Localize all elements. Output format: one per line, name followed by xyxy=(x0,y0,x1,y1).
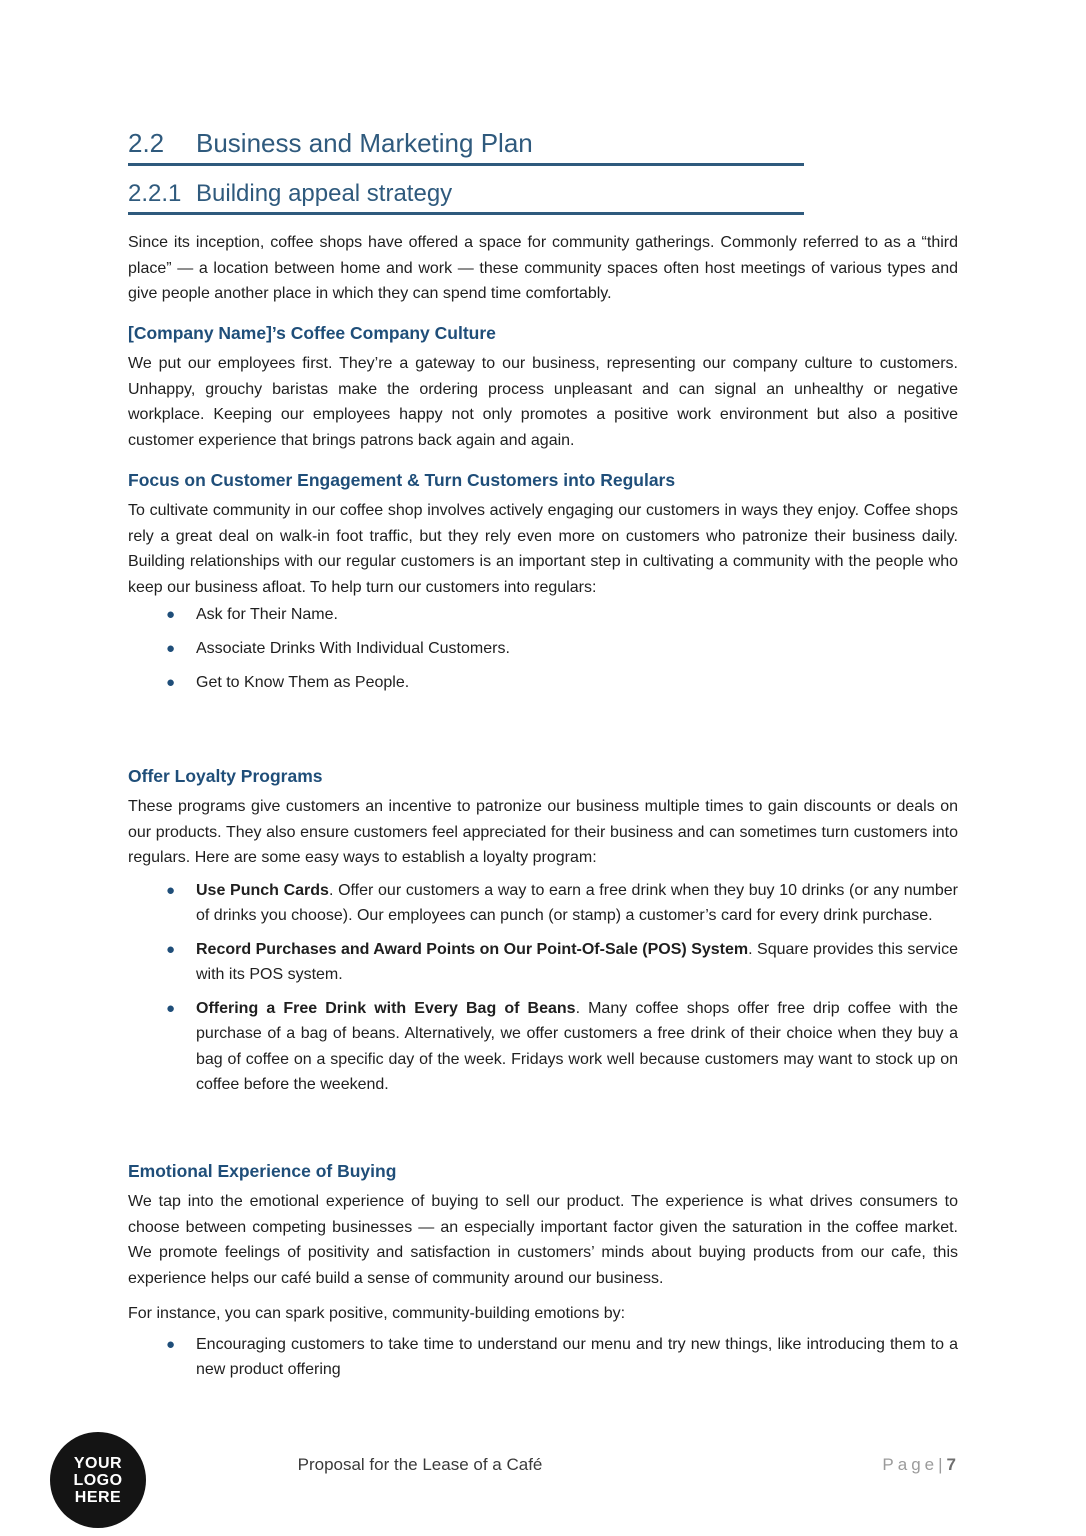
intro-paragraph: Since its inception, coffee shops have offered a space for community gatherings. Commonly referred to as a “third place” — a location between home and work — these community spaces often host meetings of various types and give people another place in which they can spend time comfortably. xyxy=(128,234,958,302)
page-label: Page xyxy=(882,1455,939,1474)
customer-engagement-paragraph: To cultivate community in our coffee shop involves actively engaging our customers in ways they enjoy. Coffee shops rely a great deal on walk-in foot traffic, but they rely even more on customers who patronize their business daily. Building relationships with our regular customers is an important step in cultivating a community with the people who keep our business afloat. To help turn our customers into regulars: xyxy=(128,502,958,596)
list-item xyxy=(128,937,958,988)
bullet-icon: ● xyxy=(166,1335,176,1353)
for-instance-paragraph: For instance, you can spark positive, community-building emotions by: xyxy=(128,1305,626,1322)
list-item-text: . Square provides this service with its POS system. xyxy=(196,940,958,983)
list-item xyxy=(128,602,958,628)
heading-title: Building appeal strategy xyxy=(196,180,453,207)
page-footer xyxy=(0,1430,1086,1536)
list-item xyxy=(128,878,958,929)
engagement-bullet-list xyxy=(128,602,958,696)
section-company-culture xyxy=(128,322,958,453)
heading-2-2 xyxy=(128,128,958,159)
list-item xyxy=(128,670,958,696)
footer-document-title: Proposal for the Lease of a Café xyxy=(297,1455,543,1474)
heading-rule xyxy=(128,212,804,215)
page-separator: | xyxy=(938,1455,947,1474)
company-culture-paragraph: We put our employees first. They’re a gateway to our business, representing our company culture to customers. Unhappy, grouchy baristas make the ordering process unpleasant and can signal an unhealthy or negative workplace. Keeping our employees happy not only promotes a positive work environment but also a positive customer experience that brings patrons back again and again. xyxy=(128,355,958,449)
bullet-icon: ● xyxy=(166,674,176,691)
subheading-customer-engagement: Focus on Customer Engagement & Turn Customers into Regulars xyxy=(128,470,676,490)
loyalty-bullet-list xyxy=(128,878,958,1098)
list-item-text: Associate Drinks With Individual Customers. xyxy=(196,640,510,657)
loyalty-programs-paragraph: These programs give customers an incentive to patronize our business multiple times to gain discounts or deals on our products. They also ensure customers feel appreciated for their business and can sometimes turn customers into regulars. Here are some easy ways to establish a loyalty program: xyxy=(128,798,958,866)
list-item-text: . Offer our customers a way to earn a free drink when they buy 10 drinks (or any number of drinks you choose). Our employees can punch (or stamp) a customer’s card for every drink purchase. xyxy=(196,881,959,924)
logo-text-line: HERE xyxy=(74,1488,122,1506)
list-item-lead: Offering a Free Drink with Every Bag of Beans xyxy=(196,999,576,1017)
footer-page-number xyxy=(882,1455,956,1475)
heading-number: 2.2 xyxy=(128,128,165,158)
bullet-icon: ● xyxy=(166,606,176,623)
list-item-lead: Record Purchases and Award Points on Our Point-Of-Sale (POS) System xyxy=(196,940,749,958)
emotional-bullet-list xyxy=(128,1332,958,1383)
emotional-experience-paragraph: We tap into the emotional experience of buying to sell our product. The experience is what drives consumers to choose between competing businesses — an especially important factor given the saturation in the coffee market. We promote feelings of positivity and satisfaction in customers’ minds about buying products from our cafe, this experience helps our café build a sense of community around our business. xyxy=(128,1193,958,1287)
section-emotional-experience xyxy=(128,1160,958,1391)
heading-title: Business and Marketing Plan xyxy=(196,128,533,158)
list-item-text: Get to Know Them as People. xyxy=(196,674,410,691)
list-item xyxy=(128,1332,958,1383)
placeholder-logo xyxy=(50,1432,146,1528)
section-customer-engagement xyxy=(128,469,958,704)
bullet-icon: ● xyxy=(166,940,176,958)
list-item-text: Ask for Their Name. xyxy=(196,606,338,623)
heading-rule xyxy=(128,163,804,166)
heading-2-2-1 xyxy=(128,179,958,208)
subheading-loyalty-programs: Offer Loyalty Programs xyxy=(128,766,323,786)
section-loyalty-programs xyxy=(128,765,958,1106)
list-item-lead: Use Punch Cards xyxy=(196,881,329,899)
list-item-text: . Many coffee shops offer free drip coffee with the purchase of a bag of beans. Alternatively, we offer customers a free drink of their choice when they buy a bag of coffee on a specific day of the week. Fridays work well because customers may want to stock up on coffee before the weekend. xyxy=(196,999,958,1093)
section-business-marketing-plan xyxy=(128,128,958,307)
heading-number: 2.2.1 xyxy=(128,180,182,207)
page-number-value: 7 xyxy=(946,1455,956,1474)
list-item xyxy=(128,636,958,662)
subheading-company-culture: [Company Name]’s Coffee Company Culture xyxy=(128,323,496,343)
bullet-icon: ● xyxy=(166,640,176,657)
bullet-icon: ● xyxy=(166,999,176,1017)
logo-text-line: YOUR xyxy=(73,1454,123,1472)
logo-text-line: LOGO xyxy=(73,1471,123,1489)
bullet-icon: ● xyxy=(166,881,176,899)
subheading-emotional-experience: Emotional Experience of Buying xyxy=(128,1161,397,1181)
list-item xyxy=(128,996,958,1098)
list-item-text: Encouraging customers to take time to understand our menu and try new things, like introducing them to a new product offering xyxy=(196,1335,958,1378)
